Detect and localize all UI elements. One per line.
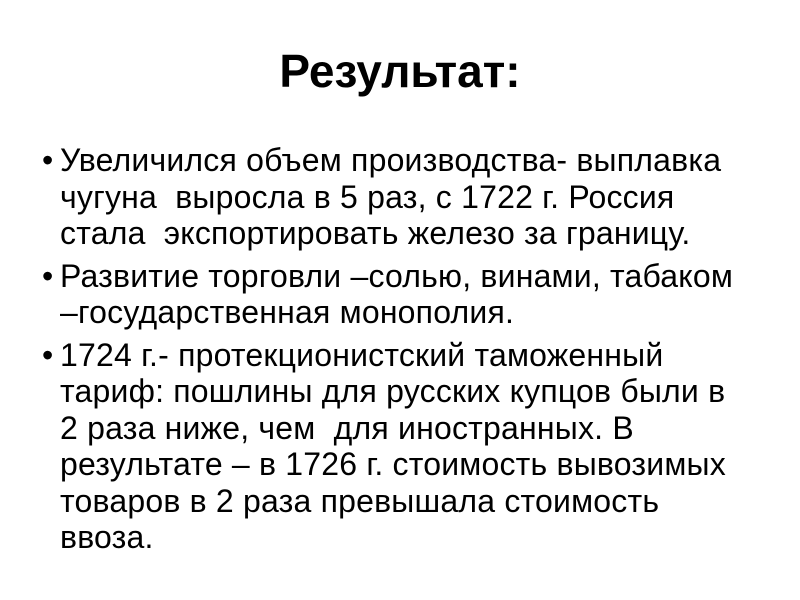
bullet-marker: • — [42, 336, 54, 373]
bullet-list — [0, 142, 796, 556]
bullet-marker: • — [42, 142, 54, 178]
bullet-line: Увеличился объем производства- выплавка — [60, 142, 722, 178]
bullet-line: чугуна выросла в 5 раз, с 1722 г. Россия — [60, 178, 675, 215]
bullet-line: товаров в 2 раза превышала стоимость — [60, 482, 660, 519]
bullet-line: 2 раза ниже, чем для иностранных. В — [60, 409, 634, 446]
bullet-line: 1724 г.- протекционистский таможенный — [60, 336, 664, 373]
bullet-line: стала экспортировать железо за границу. — [60, 215, 691, 251]
bullet-line: тариф: пошлины для русских купцов были в — [60, 373, 726, 409]
bullet-marker: • — [42, 257, 54, 294]
bullet-line: результате – в 1726 г. стоимость вывозимых — [60, 446, 726, 482]
bullet-line: –государственная монополия. — [60, 294, 515, 330]
bullet-line: Развитие торговли –солью, винами, табаком — [60, 257, 734, 294]
bullet-item — [0, 142, 796, 252]
bullet-item — [0, 258, 796, 331]
bullet-item — [0, 337, 796, 556]
slide-title: Результат: — [279, 45, 521, 97]
bullet-line: ввоза. — [60, 519, 154, 555]
